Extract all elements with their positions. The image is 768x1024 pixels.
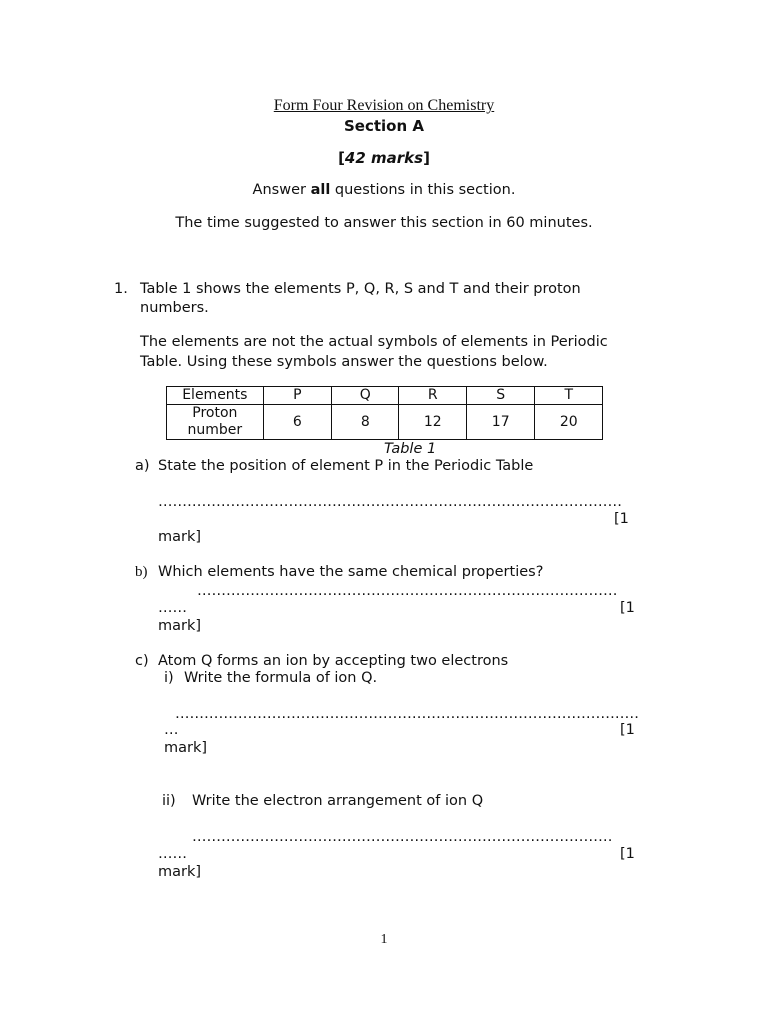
mark-c-i-open: [1 bbox=[620, 722, 635, 738]
mark-c-i-close: mark] bbox=[164, 740, 208, 756]
part-c-ii-text: Write the electron arrangement of ion Q bbox=[192, 793, 484, 809]
table-cell: 12 bbox=[399, 405, 466, 440]
table-cell: Q bbox=[332, 387, 399, 405]
answer-line-b-tail: …… bbox=[158, 600, 187, 616]
marks-value: 42 marks bbox=[344, 149, 424, 167]
part-c-text: Atom Q forms an ion by accepting two electrons bbox=[158, 653, 509, 669]
part-b-label: b) bbox=[135, 564, 148, 580]
section-heading: Section A bbox=[344, 117, 424, 135]
part-b-text: Which elements have the same chemical properties? bbox=[158, 564, 544, 580]
mark-b-close: mark] bbox=[158, 618, 202, 634]
part-c-label: c) bbox=[135, 653, 149, 669]
instruction-bold: all bbox=[310, 182, 331, 198]
mark-c-ii-close: mark] bbox=[158, 864, 202, 880]
elements-table bbox=[166, 386, 603, 440]
page-title: Form Four Revision on Chemistry bbox=[273, 97, 495, 114]
table-cell: T bbox=[535, 387, 603, 405]
question-intro-line1: Table 1 shows the elements P, Q, R, S and T and their proton bbox=[140, 281, 581, 297]
table-cell: P bbox=[263, 387, 331, 405]
answer-line-c-ii-tail: …… bbox=[158, 846, 187, 862]
table-caption: Table 1 bbox=[384, 441, 437, 457]
question-intro-line2: numbers. bbox=[140, 300, 209, 316]
mark-c-ii-open: [1 bbox=[620, 846, 635, 862]
table-cell: 6 bbox=[263, 405, 331, 440]
answer-line-c-ii[interactable]: …………………………………………………………………………… bbox=[192, 829, 613, 845]
mark-a-open: [1 bbox=[614, 511, 629, 527]
answer-line-a[interactable]: …………………………………………………………………………………… bbox=[158, 494, 622, 510]
instruction-text bbox=[0, 182, 768, 198]
section-marks bbox=[0, 149, 768, 167]
table-header-proton-number bbox=[167, 405, 264, 440]
mark-a-close: mark] bbox=[158, 529, 202, 545]
marks-bracket-close: ] bbox=[423, 149, 430, 167]
part-a-text: State the position of element P in the Periodic Table bbox=[158, 458, 534, 474]
page-number: 1 bbox=[380, 932, 388, 947]
part-c-ii-label: ii) bbox=[162, 793, 176, 809]
proton-label-line1: Proton bbox=[192, 405, 238, 421]
table-row bbox=[167, 387, 603, 405]
question-note-line1: The elements are not the actual symbols of elements in Periodic bbox=[140, 334, 608, 350]
part-c-i-label: i) bbox=[164, 670, 174, 686]
table-cell: R bbox=[399, 387, 466, 405]
table-cell: 20 bbox=[535, 405, 603, 440]
part-c-i-text: Write the formula of ion Q. bbox=[184, 670, 378, 686]
table-row bbox=[167, 405, 603, 440]
table-cell: S bbox=[466, 387, 534, 405]
answer-line-c-i[interactable]: …………………………………………………………………………………… bbox=[175, 706, 639, 722]
mark-b-open: [1 bbox=[620, 600, 635, 616]
instruction-pre: Answer bbox=[252, 182, 311, 198]
time-note: The time suggested to answer this section in 60 minutes. bbox=[175, 215, 593, 231]
question-number: 1. bbox=[114, 281, 128, 297]
instruction-post: questions in this section. bbox=[330, 182, 516, 198]
table-cell: 8 bbox=[332, 405, 399, 440]
marks-bracket-open: [ bbox=[338, 149, 345, 167]
table-header-elements: Elements bbox=[167, 387, 264, 405]
part-a-label: a) bbox=[135, 458, 150, 474]
answer-line-b[interactable]: …………………………………………………………………………… bbox=[197, 583, 618, 599]
answer-line-c-i-tail: … bbox=[164, 722, 179, 738]
question-note-line2: Table. Using these symbols answer the questions below. bbox=[140, 354, 548, 370]
table-cell: 17 bbox=[466, 405, 534, 440]
proton-label-line2: number bbox=[187, 422, 243, 438]
